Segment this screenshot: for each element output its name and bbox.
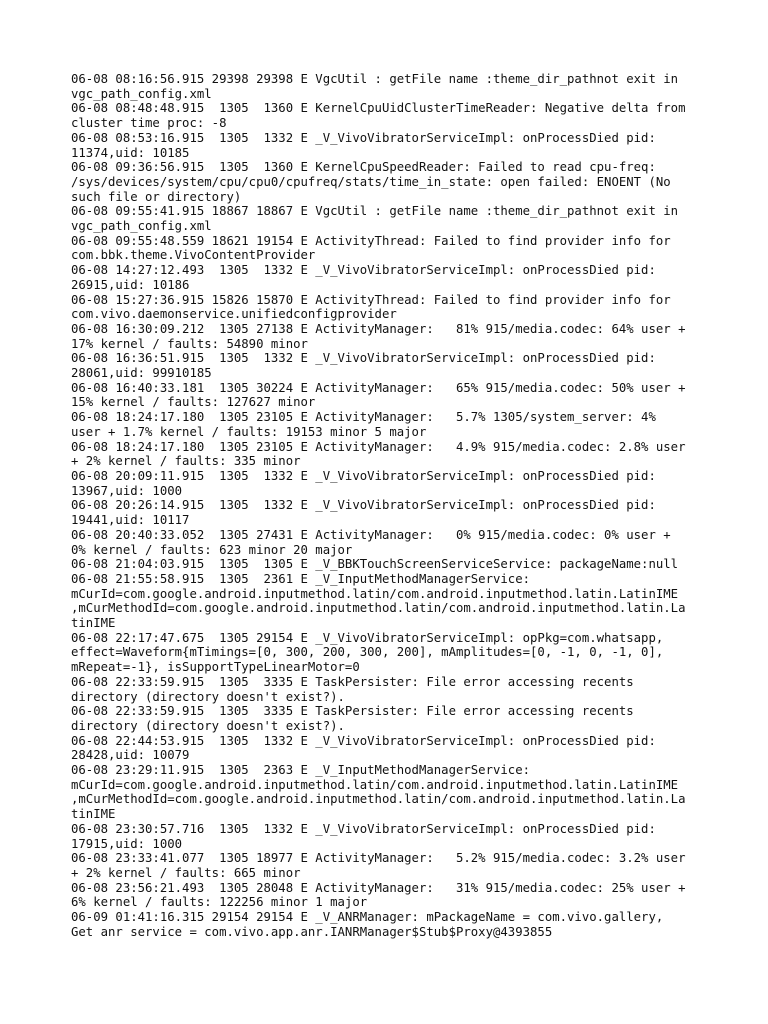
log-line: 06-08 14:27:12.493 1305 1332 E _V_VivoVibratorServiceImpl: onProcessDied pid: [71,263,656,278]
log-line: 06-08 09:36:56.915 1305 1360 E KernelCpuSpeedReader: Failed to read cpu-freq: [71,160,656,175]
log-line: 06-08 23:30:57.716 1305 1332 E _V_VivoVibratorServiceImpl: onProcessDied pid: [71,821,656,836]
log-line: 06-08 09:55:48.559 18621 19154 E ActivityThread: Failed to find provider info for [71,233,671,248]
log-line: 6% kernel / faults: 122256 minor 1 major [71,895,368,910]
log-line: mRepeat=-1}, isSupportTypeLinearMotor=0 [71,660,360,675]
log-text-block [71,72,701,939]
log-line: 06-08 21:55:58.915 1305 2361 E _V_InputMethodManagerService: [71,571,531,586]
log-line: 28428,uid: 10079 [71,748,190,763]
log-line: 28061,uid: 99910185 [71,366,212,381]
log-line: tinIME [71,807,116,822]
log-line: directory (directory doesn't exist?). [71,718,345,733]
log-line: 06-08 22:33:59.915 1305 3335 E TaskPersister: File error accessing recents [71,704,634,719]
log-line: 19441,uid: 10117 [71,513,190,528]
log-line: effect=Waveform{mTimings=[0, 300, 200, 300, 200], mAmplitudes=[0, -1, 0, -1, 0], [71,645,664,660]
log-line: vgc_path_config.xml [71,219,212,234]
log-line: 06-08 08:53:16.915 1305 1332 E _V_VivoVibratorServiceImpl: onProcessDied pid: [71,130,656,145]
log-line: 06-08 22:17:47.675 1305 29154 E _V_VivoVibratorServiceImpl: opPkg=com.whatsapp, [71,630,664,645]
log-line: 06-08 21:04:03.915 1305 1305 E _V_BBKTouchScreenServiceService: packageName:null [71,557,679,572]
log-line: 06-08 16:36:51.915 1305 1332 E _V_VivoVibratorServiceImpl: onProcessDied pid: [71,351,656,366]
log-line: 06-08 22:33:59.915 1305 3335 E TaskPersister: File error accessing recents [71,674,634,689]
log-line: 06-08 23:29:11.915 1305 2363 E _V_InputMethodManagerService: [71,763,531,778]
log-line: mCurId=com.google.android.inputmethod.latin/com.android.inputmethod.latin.LatinIME [71,586,679,601]
log-line: 13967,uid: 1000 [71,483,183,498]
log-line: mCurId=com.google.android.inputmethod.latin/com.android.inputmethod.latin.LatinIME [71,777,679,792]
log-line: 06-08 08:48:48.915 1305 1360 E KernelCpuUidClusterTimeReader: Negative delta from [71,101,686,116]
log-line: directory (directory doesn't exist?). [71,689,345,704]
log-line: 06-08 15:27:36.915 15826 15870 E ActivityThread: Failed to find provider info for [71,292,671,307]
log-line: 06-08 23:56:21.493 1305 28048 E ActivityManager: 31% 915/media.codec: 25% user + [71,880,686,895]
log-line: 15% kernel / faults: 127627 minor [71,395,316,410]
log-line: 06-08 08:16:56.915 29398 29398 E VgcUtil : getFile name :theme_dir_pathnot exit in [71,72,679,86]
log-line: 06-08 09:55:41.915 18867 18867 E VgcUtil : getFile name :theme_dir_pathnot exit in [71,204,679,219]
log-line: + 2% kernel / faults: 665 minor [71,865,301,880]
log-line: + 2% kernel / faults: 335 minor [71,454,301,469]
log-line: ,mCurMethodId=com.google.android.inputmethod.latin/com.android.inputmethod.latin.La [71,601,686,616]
log-line: 11374,uid: 10185 [71,145,190,160]
log-line: 26915,uid: 10186 [71,277,190,292]
log-line: 06-08 23:33:41.077 1305 18977 E ActivityManager: 5.2% 915/media.codec: 3.2% user [71,851,686,866]
log-line: 06-08 22:44:53.915 1305 1332 E _V_VivoVibratorServiceImpl: onProcessDied pid: [71,733,656,748]
log-line: 06-08 20:09:11.915 1305 1332 E _V_VivoVibratorServiceImpl: onProcessDied pid: [71,468,656,483]
log-line: 17% kernel / faults: 54890 minor [71,336,308,351]
log-line: /sys/devices/system/cpu/cpu0/cpufreq/stats/time_in_state: open failed: ENOENT (No [71,174,671,189]
log-line: Get anr service = com.vivo.app.anr.IANRManager$Stub$Proxy@4393855 [71,924,553,939]
log-line: cluster time proc: -8 [71,116,227,131]
log-line: 06-08 18:24:17.180 1305 23105 E ActivityManager: 4.9% 915/media.codec: 2.8% user [71,439,686,454]
log-line: 06-08 20:40:33.052 1305 27431 E ActivityManager: 0% 915/media.codec: 0% user + [71,527,671,542]
log-line: com.vivo.daemonservice.unifiedconfigprovider [71,307,397,322]
log-line: 06-08 16:30:09.212 1305 27138 E ActivityManager: 81% 915/media.codec: 64% user + [71,321,686,336]
log-line: com.bbk.theme.VivoContentProvider [71,248,316,263]
log-line: ,mCurMethodId=com.google.android.inputmethod.latin/com.android.inputmethod.latin.La [71,792,686,807]
log-line: 06-08 20:26:14.915 1305 1332 E _V_VivoVibratorServiceImpl: onProcessDied pid: [71,498,656,513]
log-line: such file or directory) [71,189,242,204]
log-line: 06-08 16:40:33.181 1305 30224 E ActivityManager: 65% 915/media.codec: 50% user + [71,380,686,395]
log-line: 0% kernel / faults: 623 minor 20 major [71,542,353,557]
log-line: tinIME [71,616,116,631]
log-line: 06-08 18:24:17.180 1305 23105 E ActivityManager: 5.7% 1305/system_server: 4% [71,410,656,425]
log-line: 17915,uid: 1000 [71,836,183,851]
log-line: 06-09 01:41:16.315 29154 29154 E _V_ANRManager: mPackageName = com.vivo.gallery, [71,910,664,925]
log-line: vgc_path_config.xml [71,86,212,101]
log-line: user + 1.7% kernel / faults: 19153 minor 5 major [71,424,427,439]
